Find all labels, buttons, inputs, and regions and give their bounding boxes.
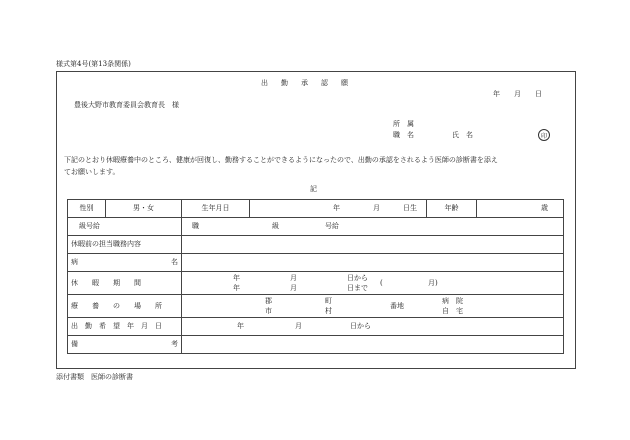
table-row-place: [68, 295, 564, 318]
name-label: 氏 名: [452, 131, 473, 139]
place-banchi: 番地: [390, 302, 404, 310]
place-shi: 市: [265, 307, 272, 315]
table-row-grade: [68, 218, 564, 236]
period-label: 休 暇 期 間: [68, 272, 182, 295]
place-home: 自 宅: [442, 307, 463, 315]
place-son: 村: [325, 307, 332, 315]
remarks-label-b: 考: [171, 340, 178, 348]
grade-field[interactable]: [182, 218, 564, 236]
duty-field[interactable]: [182, 236, 564, 254]
table-row-period: [68, 272, 564, 295]
grade-gokyu: 号給: [325, 222, 339, 230]
ki-label: 記: [310, 185, 317, 193]
table-row-return: [68, 318, 564, 336]
remarks-label: [68, 336, 182, 354]
period-to-month: 月: [290, 284, 297, 292]
seal-icon: 印: [538, 129, 550, 141]
place-field[interactable]: [182, 295, 564, 318]
illness-label-b: 名: [171, 258, 178, 266]
gender-label: 性別: [68, 200, 106, 218]
birth-day-unit: 日生: [403, 204, 417, 212]
duty-label: 休暇前の担当職務内容: [68, 236, 182, 254]
body-text-line2: てお願いします。: [64, 168, 120, 176]
form-date: 年 月 日: [493, 90, 542, 98]
period-paren-close: 月): [428, 279, 438, 287]
place-hospital: 病 院: [442, 297, 463, 305]
table-row-remarks: [68, 336, 564, 354]
period-field[interactable]: [182, 272, 564, 295]
birth-date-field[interactable]: [250, 200, 427, 218]
attachments-note: 添付書類 医師の診断書: [56, 373, 133, 381]
place-label: 療 養 の 場 所: [68, 295, 182, 318]
birth-label: 生年月日: [182, 200, 250, 218]
period-to: 日まで: [347, 284, 368, 292]
remarks-field[interactable]: [182, 336, 564, 354]
form-number: 様式第4号(第13条関係): [56, 60, 131, 68]
position-label: 職 名: [393, 131, 414, 139]
grade-shoku: 職: [192, 222, 199, 230]
form-title: 出 勤 承 認 願: [261, 79, 351, 87]
return-field[interactable]: [182, 318, 564, 336]
place-cho: 町: [325, 297, 332, 305]
affiliation-label: 所 属: [393, 120, 414, 128]
period-from-month: 月: [290, 274, 297, 282]
period-to-year: 年: [233, 284, 240, 292]
period-from: 日から: [347, 274, 368, 282]
age-unit: 歳: [541, 204, 548, 212]
grade-label: 級号給: [68, 218, 182, 236]
illness-field[interactable]: [182, 254, 564, 272]
birth-month-unit: 月: [373, 204, 380, 212]
period-from-year: 年: [233, 274, 240, 282]
details-table: [67, 199, 564, 354]
remarks-label-a: 備: [71, 340, 78, 348]
table-row-illness: [68, 254, 564, 272]
illness-label-a: 病: [71, 258, 78, 266]
return-from: 日から: [350, 322, 371, 330]
return-label: 出 勤 希 望 年 月 日: [68, 318, 182, 336]
addressee: 豊後大野市教育委員会教育長 様: [74, 101, 179, 109]
place-gun: 郡: [265, 297, 272, 305]
illness-label: [68, 254, 182, 272]
table-row-gender: [68, 200, 564, 218]
table-row-duty: [68, 236, 564, 254]
grade-kyu: 級: [272, 222, 279, 230]
period-paren-open: (: [380, 279, 383, 287]
birth-year-unit: 年: [333, 204, 340, 212]
return-month: 月: [295, 322, 302, 330]
age-field[interactable]: [477, 200, 564, 218]
age-label: 年齢: [427, 200, 477, 218]
return-year: 年: [237, 322, 244, 330]
gender-value[interactable]: 男・女: [106, 200, 182, 218]
body-text-line1: 下記のとおり休暇療養中のところ、健康が回復し、勤務することができるようになったので、出勤の承認をされるよう医師の診断書を添え: [64, 156, 498, 164]
